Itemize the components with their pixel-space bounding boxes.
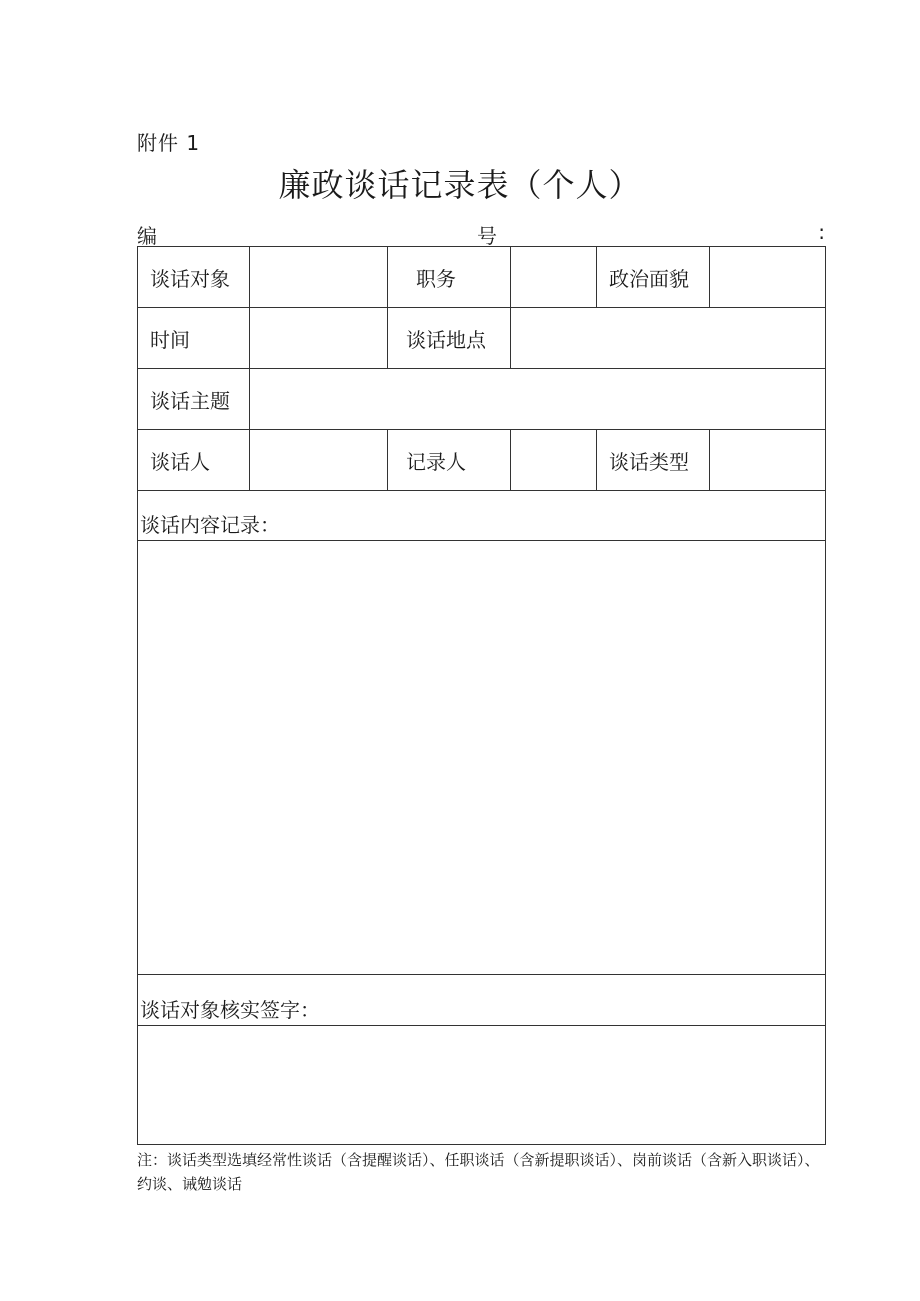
recorder-label: 记录人	[388, 430, 511, 491]
time-field[interactable]	[250, 308, 388, 369]
interviewer-label: 谈话人	[138, 430, 250, 491]
table-row-content-header	[138, 491, 826, 541]
table-row-topic	[138, 369, 826, 430]
position-label: 职务	[388, 247, 511, 308]
serial-colon: :	[818, 220, 825, 244]
table-row-time	[138, 308, 826, 369]
interview-type-label: 谈话类型	[597, 430, 710, 491]
table-row-signature-body	[138, 1026, 826, 1145]
table-row-signature-header	[138, 975, 826, 1026]
content-record-label: 谈话内容记录：	[138, 491, 826, 541]
footnote: 注：谈话类型选填经常性谈话（含提醒谈话）、任职谈话（含新提职谈话）、岗前谈话（含新入职谈话）、约谈、诫勉谈话	[137, 1151, 820, 1193]
interviewer-field[interactable]	[250, 430, 388, 491]
form-title: 廉政谈话记录表（个人）	[278, 166, 642, 204]
signature-field[interactable]	[138, 1026, 826, 1145]
location-field[interactable]	[511, 308, 826, 369]
serial-number-line	[137, 220, 825, 246]
location-label: 谈话地点	[388, 308, 511, 369]
table-row-content-body	[138, 541, 826, 975]
record-table	[137, 246, 826, 1145]
political-status-label: 政治面貌	[597, 247, 710, 308]
recorder-field[interactable]	[511, 430, 597, 491]
interview-type-field[interactable]	[710, 430, 826, 491]
subject-field[interactable]	[250, 247, 388, 308]
position-field[interactable]	[511, 247, 597, 308]
topic-label: 谈话主题	[138, 369, 250, 430]
topic-field[interactable]	[250, 369, 826, 430]
serial-label-char-1: 编	[137, 224, 157, 248]
subject-label: 谈话对象	[138, 247, 250, 308]
table-row-subject	[138, 247, 826, 308]
signature-label: 谈话对象核实签字：	[138, 975, 826, 1026]
time-label: 时间	[138, 308, 250, 369]
attachment-label: 附件 1	[137, 131, 201, 155]
table-row-interviewer	[138, 430, 826, 491]
political-status-field[interactable]	[710, 247, 826, 308]
serial-label-char-2: 号	[477, 224, 497, 248]
content-record-field[interactable]	[138, 541, 826, 975]
